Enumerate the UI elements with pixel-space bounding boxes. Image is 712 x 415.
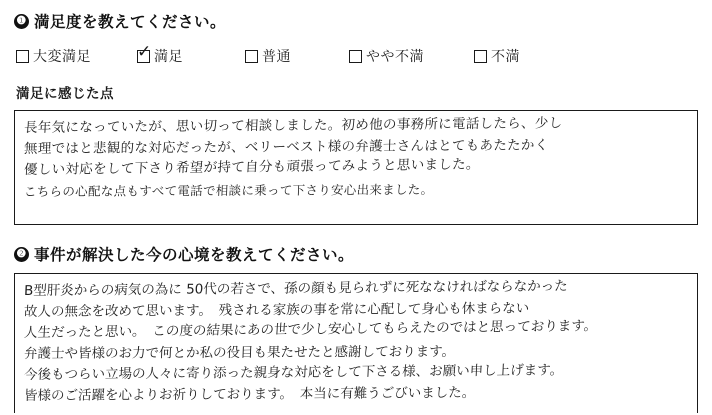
question-2-text: 事件が解決した今の心境を教えてください。 <box>34 247 355 264</box>
handwritten-line: B型肝炎からの病気の為に 50代の若さで、孫の顔も見られずに死ななければならなかった <box>23 278 569 299</box>
handwritten-line: 皆様のご活躍を心よりお祈りしております。 本当に有難うごびいました。 <box>23 384 476 404</box>
question-2-section <box>14 243 698 413</box>
choice-somewhat-dissatisfied[interactable] <box>349 46 424 66</box>
question-2-heading <box>14 243 698 265</box>
choice-very-satisfied[interactable] <box>16 46 91 66</box>
question-2-number: ❷ <box>14 247 29 262</box>
question-1-text: 満足度を教えてください。 <box>34 14 227 31</box>
question-2-answer-box[interactable] <box>14 273 698 413</box>
checkbox-satisfied[interactable] <box>137 41 152 63</box>
question-1-heading <box>14 10 698 32</box>
choice-label: 普通 <box>262 48 291 64</box>
handwritten-line: こちらの心配な点もすべて電話で相談に乗って下さり安心出来ました。 <box>23 181 434 199</box>
choice-label: やや不満 <box>366 48 424 64</box>
choice-neutral[interactable] <box>245 46 291 66</box>
check-icon: ✓ <box>137 41 152 61</box>
question-1-answer-box[interactable] <box>14 110 698 225</box>
handwritten-line: 今後もつらい立場の人々に寄り添った親身な対応をして下さる様、お願い申し上げます。 <box>23 362 564 383</box>
choice-label: 不満 <box>491 48 520 64</box>
handwritten-line: 優しい対応をして下さり希望が持て自分も頑張ってみようと思いました。 <box>23 156 481 178</box>
question-1-number: ❶ <box>14 14 29 29</box>
handwritten-line: 人生だったと思い。 この度の結果にあの世で少し安心してもらえたのではと思っております。 <box>23 318 598 341</box>
choice-dissatisfied[interactable] <box>474 46 520 66</box>
choice-satisfied[interactable] <box>137 41 183 66</box>
handwritten-line: 故人の無念を改めて思います。 残される家族の事を常に心配して身心も休まらない <box>23 300 530 320</box>
handwritten-line: 長年気になっていたが、思い切って相談しました。初め他の事務所に電話したら、少し <box>23 115 563 136</box>
choice-label: 満足 <box>154 48 183 64</box>
checkbox-somewhat-dissatisfied[interactable] <box>349 50 362 63</box>
checkbox-dissatisfied[interactable] <box>474 50 487 63</box>
handwritten-line: 無理ではと悲観的な対応だったが、ベリーベスト様の弁護士さんはとてもあたたかく <box>23 137 549 157</box>
satisfaction-points-label: 満足に感じた点 <box>16 86 114 101</box>
checkbox-very-satisfied[interactable] <box>16 50 29 63</box>
choice-label: 大変満足 <box>33 48 91 64</box>
checkbox-neutral[interactable] <box>245 50 258 63</box>
handwritten-line: 弁護士や皆様のお力で何とか私の役目も果たせたと感謝しております。 <box>23 343 456 362</box>
satisfaction-choice-group <box>14 41 698 66</box>
